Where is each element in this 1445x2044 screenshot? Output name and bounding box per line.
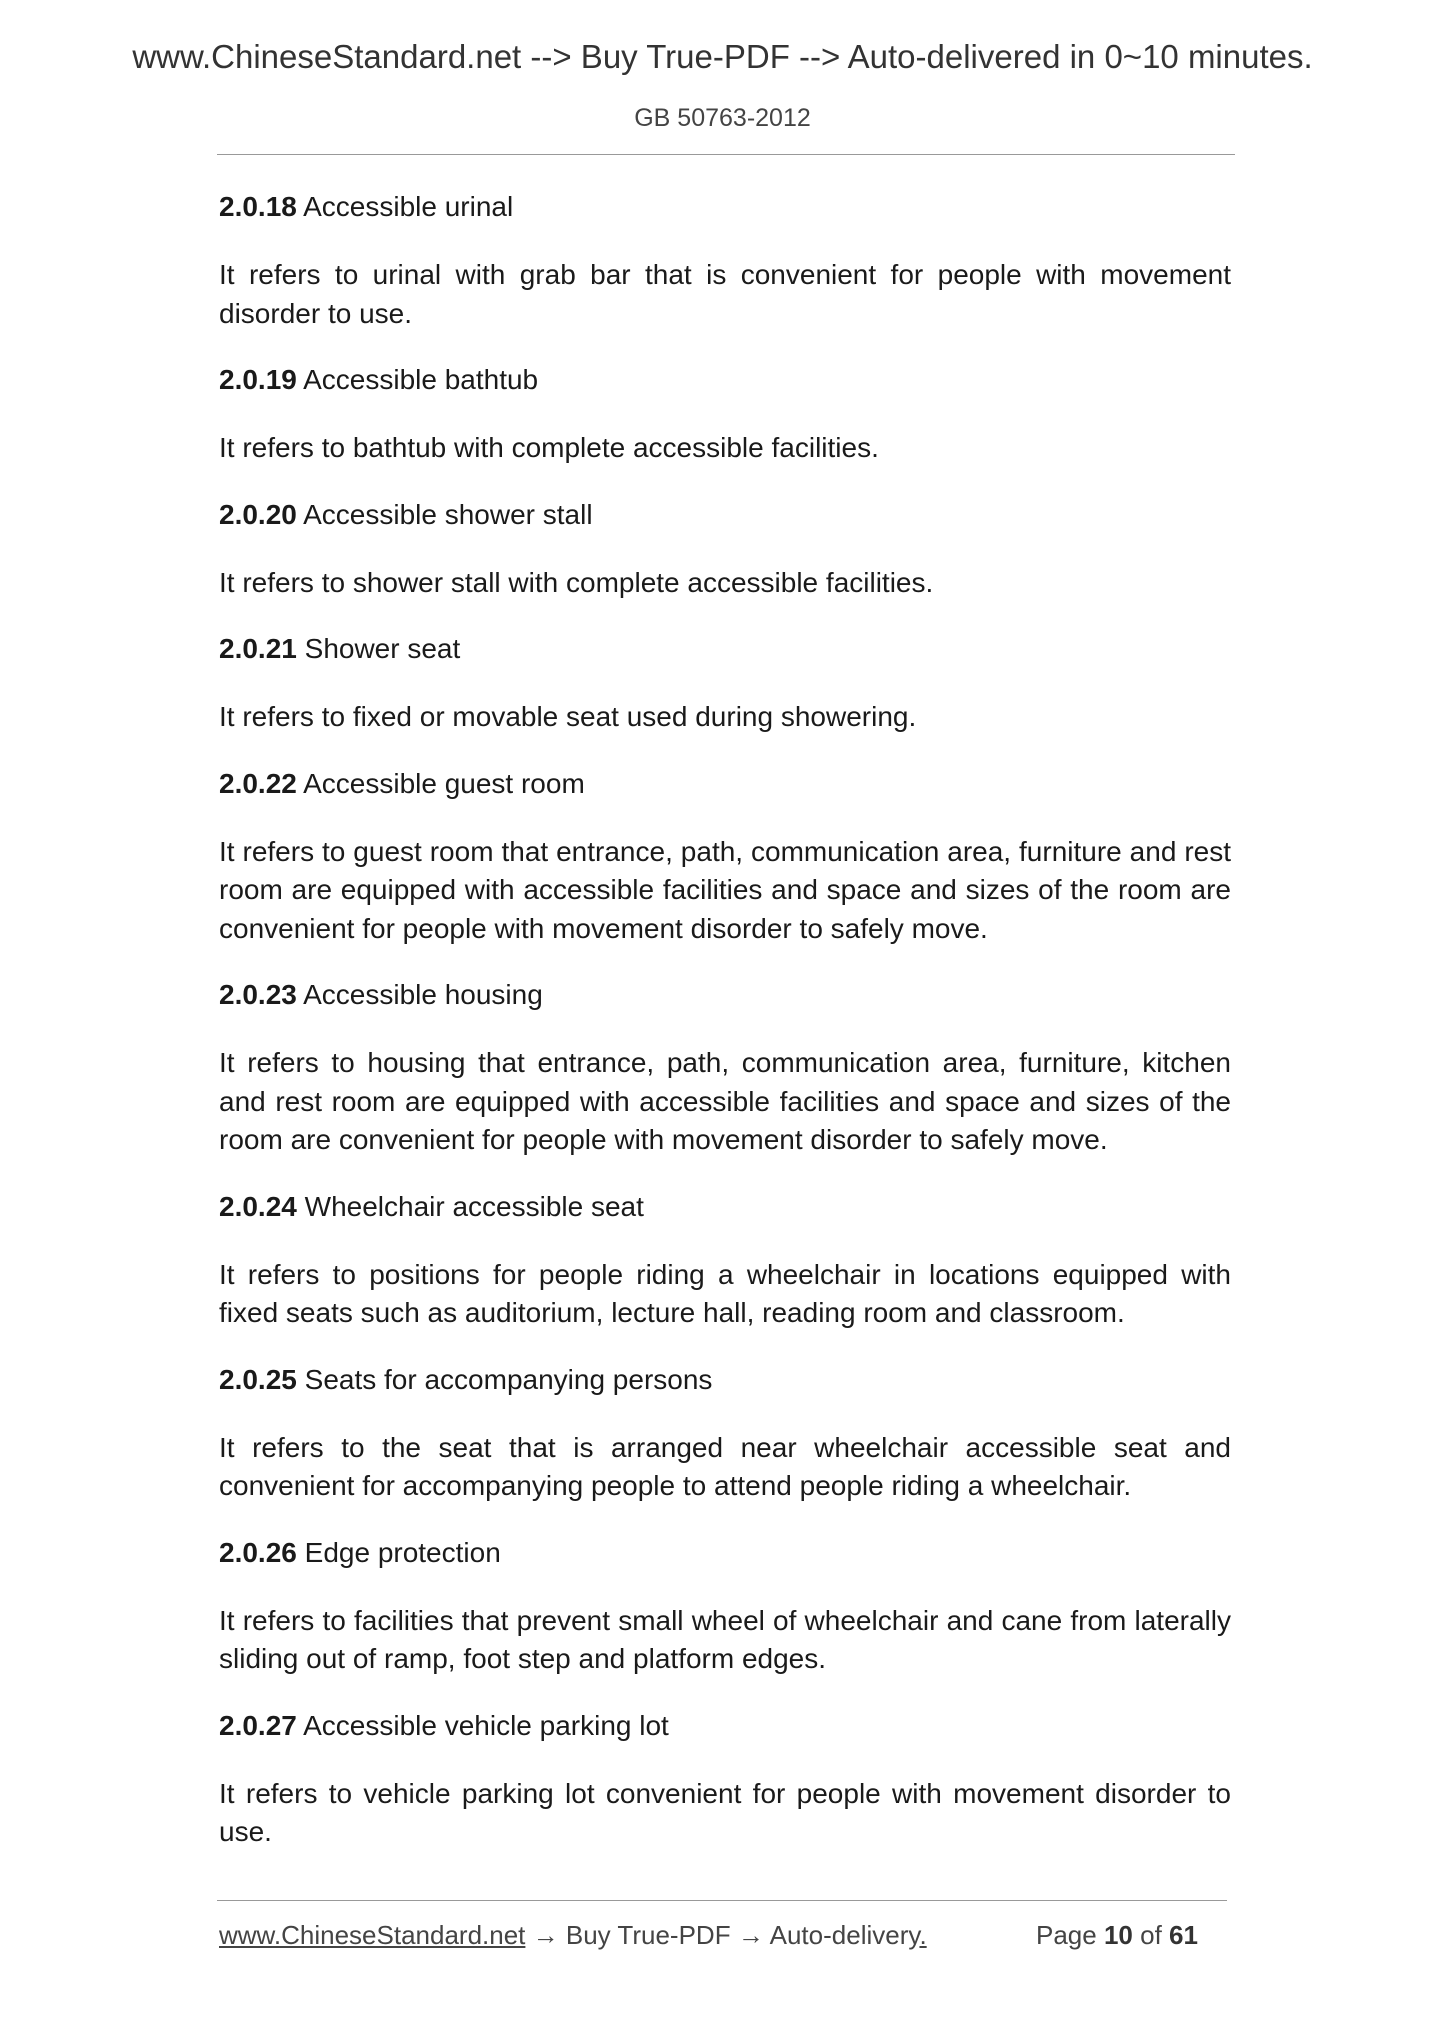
term-heading xyxy=(219,1707,1231,1745)
term-definition: It refers to housing that entrance, path, communication area, furniture, kitchen and rest room are equipped with accessible facilities and space and sizes of the room are convenient for people with movement disorder to safely move. xyxy=(219,1047,1231,1155)
term-title: Accessible guest room xyxy=(303,767,585,799)
term-definition: It refers to guest room that entrance, path, communication area, furniture and rest room are equipped with accessible facilities and space and sizes of the room are convenient for people with movement disorder to safely move. xyxy=(219,835,1231,944)
term-title: Wheelchair accessible seat xyxy=(304,1190,644,1222)
term-title: Seats for accompanying persons xyxy=(304,1363,713,1395)
footer-buy-text: Buy True-PDF xyxy=(565,1920,731,1950)
term-heading xyxy=(219,1534,1231,1572)
definition-entry xyxy=(219,976,1231,1160)
term-definition: It refers to vehicle parking lot convenient for people with movement disorder to use. xyxy=(219,1777,1231,1847)
clause-number: 2.0.19 xyxy=(219,364,297,395)
clause-number: 2.0.27 xyxy=(219,1709,297,1741)
term-heading xyxy=(219,188,1231,226)
page-indicator xyxy=(1036,1920,1198,1951)
clause-number: 2.0.23 xyxy=(219,979,297,1010)
term-title: Shower seat xyxy=(304,633,461,664)
document-body xyxy=(219,188,1231,1880)
term-title: Accessible shower stall xyxy=(303,498,593,530)
footer-dot: . xyxy=(919,1920,927,1950)
definition-entry xyxy=(219,1707,1231,1852)
definition-entry xyxy=(219,630,1231,737)
term-definition: It refers to fixed or movable seat used during showering. xyxy=(219,701,917,732)
term-definition: It refers to shower stall with complete accessible facilities. xyxy=(219,566,934,598)
of-label: of xyxy=(1140,1920,1162,1950)
page-label: Page xyxy=(1036,1920,1097,1950)
definition-entry xyxy=(219,361,1231,468)
top-banner[interactable]: www.ChineseStandard.net --> Buy True-PDF --> Auto-delivered in 0~10 minutes. xyxy=(132,38,1313,75)
arrow-right-icon: → xyxy=(737,1920,764,1950)
term-heading xyxy=(219,976,1231,1014)
term-heading xyxy=(219,361,1231,399)
definition-entry xyxy=(219,1361,1231,1506)
header-divider xyxy=(217,154,1235,155)
term-heading xyxy=(219,1361,1231,1399)
term-heading xyxy=(219,496,1231,534)
term-definition: It refers to urinal with grab bar that is convenient for people with movement disorder to use. xyxy=(219,259,1231,329)
footer-divider xyxy=(217,1900,1227,1901)
page-total: 61 xyxy=(1169,1920,1198,1950)
clause-number: 2.0.26 xyxy=(219,1536,297,1568)
clause-number: 2.0.22 xyxy=(219,767,297,799)
footer-site-link[interactable]: www.ChineseStandard.net xyxy=(219,1920,526,1950)
term-heading xyxy=(219,630,1231,668)
term-definition: It refers to bathtub with complete accessible facilities. xyxy=(219,432,879,463)
term-heading xyxy=(219,1188,1231,1226)
term-definition: It refers to positions for people riding a wheelchair in locations equipped with fixed seats such as auditorium, lecture hall, reading room and classroom. xyxy=(219,1258,1231,1328)
definition-entry xyxy=(219,188,1231,333)
clause-number: 2.0.18 xyxy=(219,191,297,222)
term-definition: It refers to facilities that prevent small wheel of wheelchair and cane from laterally sliding out of ramp, foot step and platform edges. xyxy=(219,1604,1231,1674)
term-title: Accessible vehicle parking lot xyxy=(303,1709,669,1741)
term-title: Accessible urinal xyxy=(303,191,514,222)
term-definition: It refers to the seat that is arranged near wheelchair accessible seat and convenient for accompanying people to attend people riding a wheelchair. xyxy=(219,1431,1231,1501)
page-number: 10 xyxy=(1103,1920,1133,1950)
clause-number: 2.0.25 xyxy=(219,1363,297,1395)
term-title: Edge protection xyxy=(304,1536,501,1568)
term-title: Accessible housing xyxy=(303,979,543,1010)
clause-number: 2.0.21 xyxy=(219,633,297,664)
document-code: GB 50763-2012 xyxy=(634,104,811,132)
arrow-right-icon: → xyxy=(532,1920,559,1950)
definition-entry xyxy=(219,765,1231,949)
term-heading xyxy=(219,765,1231,803)
term-title: Accessible bathtub xyxy=(303,364,539,395)
footer-delivery-text: Auto-delivery xyxy=(769,1920,920,1950)
clause-number: 2.0.20 xyxy=(219,498,297,530)
footer-promo xyxy=(219,1920,927,1951)
clause-number: 2.0.24 xyxy=(219,1190,297,1222)
definition-entry xyxy=(219,1188,1231,1333)
definition-entry xyxy=(219,1534,1231,1679)
definition-entry xyxy=(219,496,1231,603)
